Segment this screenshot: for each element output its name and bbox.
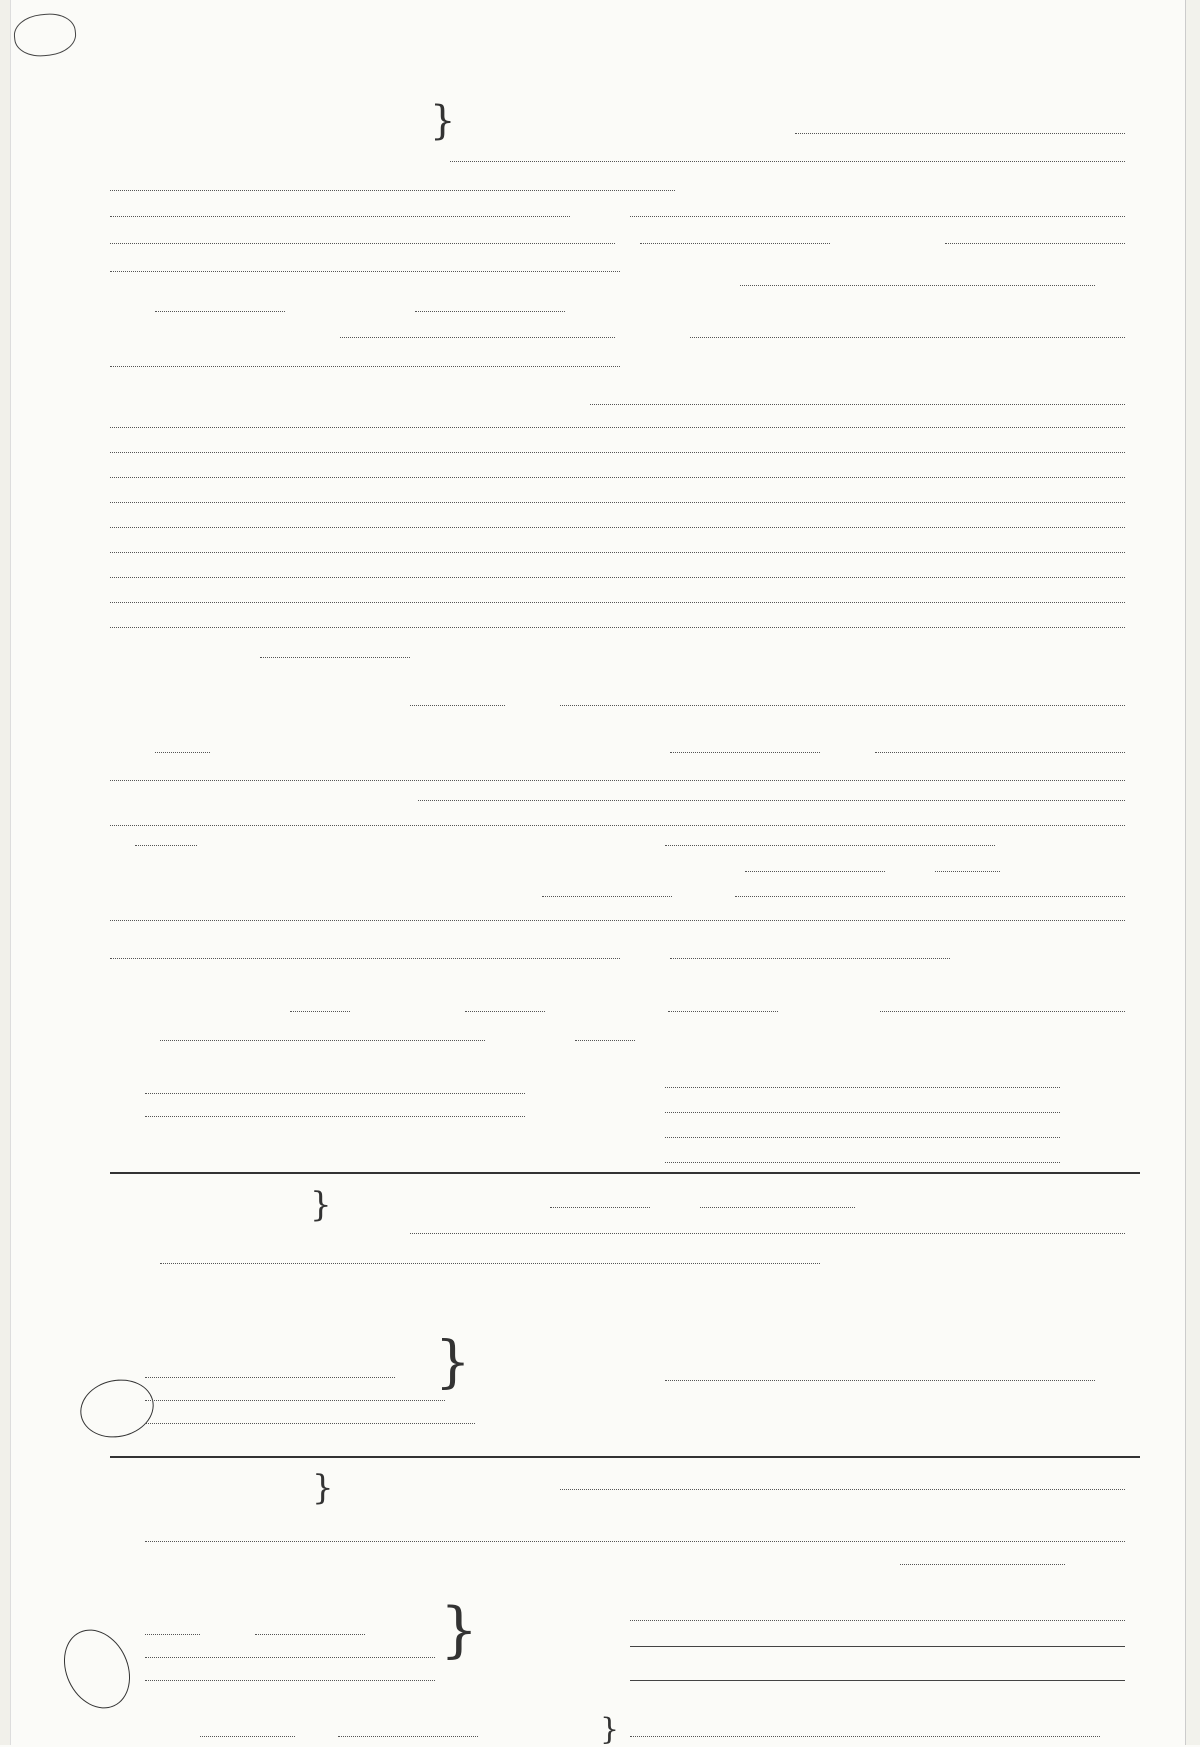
rule xyxy=(630,1620,1125,1621)
rule xyxy=(630,216,1125,217)
rule xyxy=(110,243,615,244)
rule xyxy=(145,1657,435,1658)
rule xyxy=(110,502,1125,503)
rule xyxy=(110,577,1125,578)
page-right-edge xyxy=(1185,0,1200,1745)
rule xyxy=(465,1011,545,1012)
rule xyxy=(795,133,1125,134)
rule xyxy=(110,527,1125,528)
rule xyxy=(410,705,505,706)
rule xyxy=(590,404,1125,405)
rule xyxy=(110,780,1125,781)
rule xyxy=(665,845,995,846)
rule xyxy=(155,311,285,312)
rule xyxy=(110,190,675,191)
rule xyxy=(290,1011,350,1012)
rule xyxy=(135,845,197,846)
rule xyxy=(745,871,885,872)
rule xyxy=(110,366,620,367)
section-divider xyxy=(110,1172,1140,1174)
rule xyxy=(560,1489,1125,1490)
rule xyxy=(338,1736,478,1737)
header-brace: } xyxy=(430,98,456,144)
filing-brace: } xyxy=(600,1712,620,1747)
rule xyxy=(665,1087,1060,1088)
rule xyxy=(665,1137,1060,1138)
cert2-brace-2: } xyxy=(440,1595,479,1665)
rule xyxy=(145,1541,1125,1542)
rule xyxy=(255,1634,365,1635)
section-divider-2 xyxy=(110,1456,1140,1458)
cert2-brace: } xyxy=(312,1468,334,1508)
rule xyxy=(945,243,1125,244)
rule xyxy=(145,1400,445,1401)
cert1-brace: } xyxy=(310,1185,332,1225)
rule xyxy=(110,552,1125,553)
rule xyxy=(640,243,830,244)
rule xyxy=(665,1112,1060,1113)
cert1-brace-2: } xyxy=(435,1330,471,1395)
rule xyxy=(900,1564,1065,1565)
rule xyxy=(665,1380,1095,1381)
rule xyxy=(735,896,1125,897)
rule xyxy=(630,1736,1100,1737)
page-left-edge xyxy=(0,0,11,1745)
rule xyxy=(630,1680,1125,1681)
rule xyxy=(665,1162,1060,1163)
rule xyxy=(450,161,1125,162)
rule xyxy=(690,337,1125,338)
notary-seal-1 xyxy=(75,1373,159,1444)
rule xyxy=(550,1207,650,1208)
rule xyxy=(145,1423,475,1424)
rule xyxy=(160,1263,820,1264)
rule xyxy=(670,958,950,959)
rule xyxy=(935,871,1000,872)
rule xyxy=(110,427,1125,428)
rule xyxy=(145,1093,525,1094)
rule xyxy=(542,896,672,897)
rule xyxy=(260,657,410,658)
rule xyxy=(160,1040,485,1041)
rule xyxy=(200,1736,295,1737)
rule xyxy=(630,1646,1125,1647)
rule xyxy=(110,958,620,959)
rule xyxy=(418,800,1125,801)
rule xyxy=(668,1011,778,1012)
rule xyxy=(740,285,1095,286)
rule xyxy=(155,752,210,753)
rule xyxy=(110,452,1125,453)
rule xyxy=(110,216,570,217)
page-number xyxy=(12,11,78,59)
rule xyxy=(110,271,620,272)
rule xyxy=(700,1207,855,1208)
rule xyxy=(110,825,1125,826)
rule xyxy=(670,752,820,753)
rule xyxy=(110,920,1125,921)
rule xyxy=(145,1377,395,1378)
rule xyxy=(875,752,1125,753)
rule xyxy=(145,1634,200,1635)
rule xyxy=(560,705,1125,706)
rule xyxy=(415,311,565,312)
rule xyxy=(410,1233,1125,1234)
rule xyxy=(110,477,1125,478)
rule xyxy=(110,627,1125,628)
rule xyxy=(110,602,1125,603)
rule xyxy=(145,1680,435,1681)
rule xyxy=(880,1011,1125,1012)
rule xyxy=(340,337,615,338)
notary-seal-2 xyxy=(52,1619,143,1720)
rule xyxy=(145,1116,525,1117)
rule xyxy=(575,1040,635,1041)
